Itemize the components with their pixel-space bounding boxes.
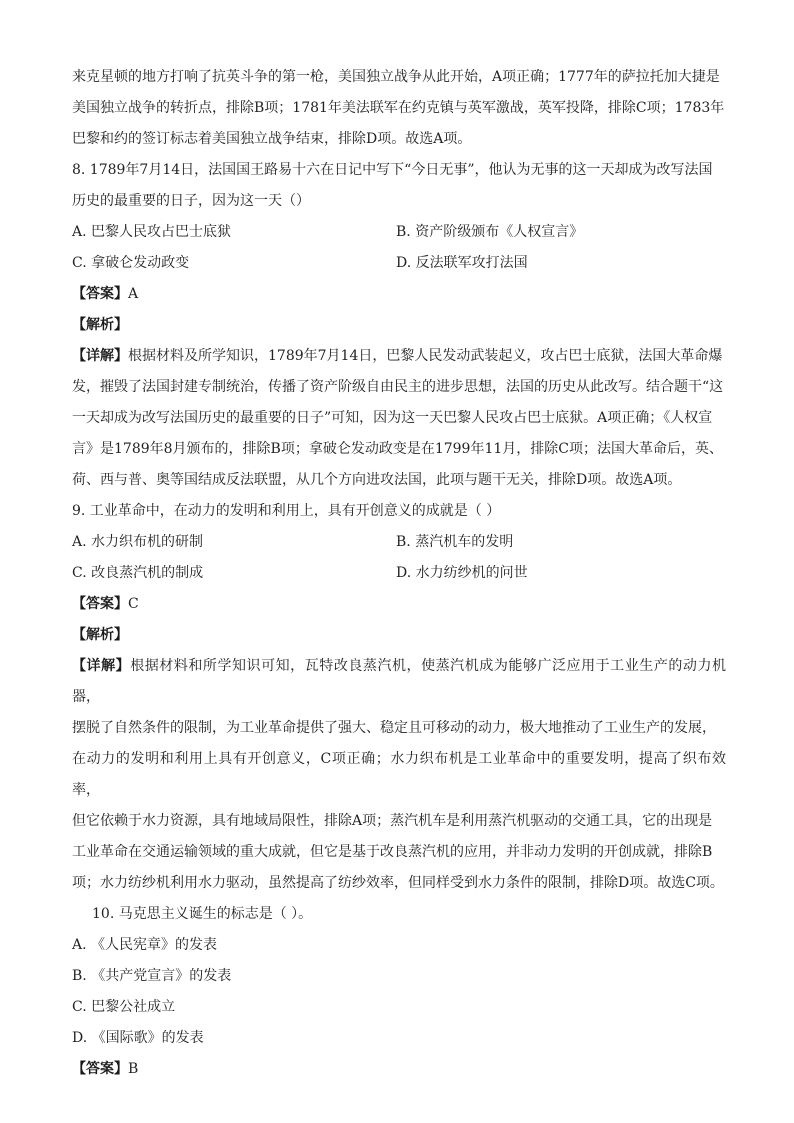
question-10 <box>72 899 726 1085</box>
detail-text: 言》是1789年8月颁布的，排除B项；拿破仑发动政变是在1799年11月，排除C项；法国大革命后，英、 <box>72 441 723 457</box>
detail-text: 荷、西与普、奥等国结成反法联盟，从几个方向进攻法国，此项与题干无关，排除D项。故选A项。 <box>72 472 682 488</box>
question-8 <box>72 155 726 496</box>
text-line: 美国独立战争的转折点，排除B项；1781年美法联军在约克镇与英军激战，英军投降，排除C项；1783年 <box>72 100 725 116</box>
answer-tag: 【答案】 <box>72 1061 128 1077</box>
option-a: A. 水力织布机的研制 <box>72 534 204 550</box>
option-d: D. 水力纺纱机的问世 <box>396 565 528 581</box>
options-row <box>72 248 726 279</box>
option-d: D. 反法联军攻打法国 <box>396 255 528 271</box>
option-a: A. 巴黎人民攻占巴士底狱 <box>72 224 232 240</box>
analysis-tag: 【解析】 <box>72 317 128 333</box>
question-9 <box>72 496 726 899</box>
option-b: B. 资产阶级颁布《人权宣言》 <box>396 224 584 240</box>
answer-tag: 【答案】 <box>72 286 128 302</box>
question-stem: 9. 工业革命中，在动力的发明和利用上，具有开创意义的成就是（ ） <box>72 503 501 519</box>
detail-tag: 【详解】 <box>72 348 128 364</box>
detail-text: 项；水力纺纱机利用水力驱动，虽然提高了纺纱效率，但同样受到水力条件的限制，排除D项。故选C项。 <box>72 875 724 891</box>
detail-text: 在动力的发明和利用上具有开创意义，C项正确；水力织布机是工业革命中的重要发明，提高了织布效率， <box>72 751 726 798</box>
options-row <box>72 527 726 558</box>
option-a: A. 《人民宪章》的发表 <box>72 937 218 953</box>
option-b: B. 蒸汽机车的发明 <box>396 534 514 550</box>
option-c: C. 改良蒸汽机的制成 <box>72 565 204 581</box>
analysis-tag: 【解析】 <box>72 627 128 643</box>
analysis-line <box>72 620 726 651</box>
detail-text: 一天却成为改写法国历史的最重要的日子”可知，因为这一天巴黎人民攻占巴士底狱。A项正确；《人权宣 <box>72 410 713 426</box>
answer-line <box>72 1054 726 1085</box>
answer-value: C <box>128 596 139 612</box>
document-page <box>72 62 726 1085</box>
detail-text: 但它依赖于水力资源，具有地域局限性，排除A项；蒸汽机车是利用蒸汽机驱动的交通工具，它的出现是 <box>72 813 713 829</box>
detail-text: 根据材料及所学知识，1789年7月14日，巴黎人民发动武装起义，攻占巴士底狱，法国大革命爆 <box>128 348 723 364</box>
answer-value: B <box>128 1061 139 1077</box>
answer-value: A <box>128 286 139 302</box>
answer-line <box>72 279 726 310</box>
answer-line <box>72 589 726 620</box>
q7-explanation-tail <box>72 62 726 155</box>
option-d: D. 《国际歌》的发表 <box>72 1030 204 1046</box>
detail-tag: 【详解】 <box>72 658 131 674</box>
detail-text: 发，摧毁了法国封建专制统治，传播了资产阶级自由民主的进步思想，法国的历史从此改写。结合题干“这 <box>72 379 724 395</box>
detail-line <box>72 341 726 372</box>
detail-text: 工业革命在交通运输领域的重大成就，但它是基于改良蒸汽机的应用，并非动力发明的开创成就，排除B <box>72 844 713 860</box>
option-c: C. 拿破仑发动政变 <box>72 255 190 271</box>
analysis-line <box>72 310 726 341</box>
options-row <box>72 217 726 248</box>
detail-line <box>72 651 726 713</box>
question-stem: 8. 1789年7月14日，法国国王路易十六在日记中写下“今日无事”，他认为无事的这一天却成为改写法国 <box>72 162 713 178</box>
options-row <box>72 558 726 589</box>
option-c: C. 巴黎公社成立 <box>72 999 176 1015</box>
text-line: 来克星顿的地方打响了抗英斗争的第一枪，美国独立战争从此开始，A项正确；1777年的萨拉托加大捷是 <box>72 69 720 85</box>
answer-tag: 【答案】 <box>72 596 128 612</box>
question-stem: 10. 马克思主义诞生的标志是（ ）。 <box>92 906 313 922</box>
detail-text: 摆脱了自然条件的限制，为工业革命提供了强大、稳定且可移动的动力，极大地推动了工业生产的发展， <box>72 720 716 736</box>
detail-text: 根据材料和所学知识可知，瓦特改良蒸汽机，使蒸汽机成为能够广泛应用于工业生产的动力机器， <box>72 658 727 705</box>
option-b: B. 《共产党宣言》的发表 <box>72 968 232 984</box>
text-line: 巴黎和约的签订标志着美国独立战争结束，排除D项。故选A项。 <box>72 131 472 147</box>
question-stem: 历史的最重要的日子，因为这一天（） <box>72 193 310 209</box>
